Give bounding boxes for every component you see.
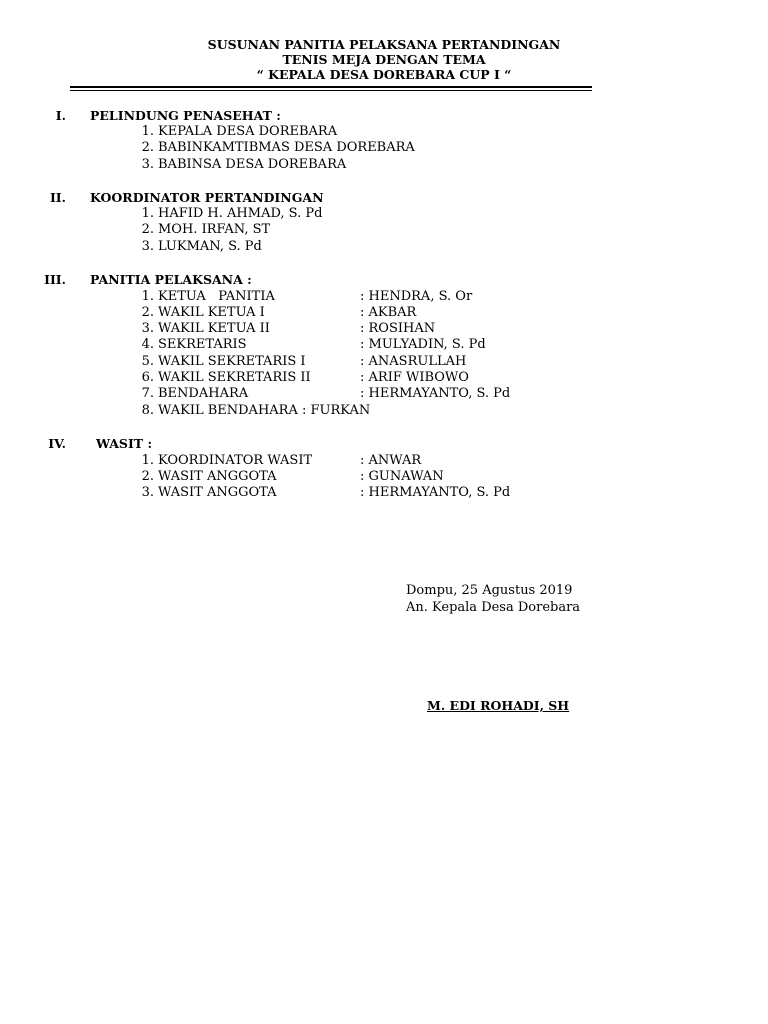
item-value: : AKBAR — [360, 305, 417, 320]
item-number: 2. — [141, 222, 154, 237]
item-number: 5. — [141, 354, 154, 369]
section-title: WASIT : — [96, 436, 153, 451]
item-number: 3. — [141, 239, 154, 254]
item-text: KOORDINATOR WASIT — [158, 453, 313, 468]
section-number: III. — [44, 272, 66, 287]
item-number: 3. — [141, 485, 154, 500]
item-text: BABINKAMTIBMAS DESA DOREBARA — [158, 140, 415, 155]
signatory-name: M. EDI ROHADI, SH — [427, 698, 570, 713]
item-text: WAKIL BENDAHARA : FURKAN — [158, 403, 371, 418]
item-number: 2. — [141, 469, 154, 484]
section-number: II. — [49, 190, 66, 205]
item-text: HAFID H. AHMAD, S. Pd — [158, 206, 323, 221]
item-value: : HERMAYANTO, S. Pd — [360, 485, 511, 500]
item-number: 3. — [141, 321, 154, 336]
section-number: I. — [55, 108, 66, 123]
item-text: WAKIL SEKRETARIS II — [158, 370, 311, 385]
title-line-1: SUSUNAN PANITIA PELAKSANA PERTANDINGAN — [207, 37, 561, 52]
item-text: BENDAHARA — [158, 386, 249, 401]
item-value: : ANASRULLAH — [360, 354, 467, 369]
item-text: WASIT ANGGOTA — [158, 485, 277, 500]
place-date: Dompu, 25 Agustus 2019 — [406, 583, 573, 598]
item-number: 1. — [141, 206, 154, 221]
item-value: : MULYADIN, S. Pd — [360, 337, 486, 352]
item-number: 6. — [141, 370, 154, 385]
item-number: 8. — [141, 403, 154, 418]
item-text: KETUA PANITIA — [158, 289, 275, 304]
item-number: 2. — [141, 140, 154, 155]
item-text: WAKIL KETUA I — [158, 305, 265, 320]
item-text: WAKIL KETUA II — [158, 321, 270, 336]
item-value: : HERMAYANTO, S. Pd — [360, 386, 511, 401]
item-value: : ROSIHAN — [360, 321, 436, 336]
item-text: BABINSA DESA DOREBARA — [158, 157, 347, 172]
item-value: : ANWAR — [360, 453, 422, 468]
item-number: 2. — [141, 305, 154, 320]
title-divider-thick — [70, 86, 592, 88]
title-line-2: TENIS MEJA DENGAN TEMA — [282, 52, 486, 67]
item-number: 3. — [141, 157, 154, 172]
item-text: WAKIL SEKRETARIS I — [158, 354, 306, 369]
section-title: KOORDINATOR PERTANDINGAN — [90, 190, 324, 205]
title-line-3: “ KEPALA DESA DOREBARA CUP I “ — [256, 67, 512, 82]
document-title — [0, 37, 768, 82]
section-title: PANITIA PELAKSANA : — [90, 272, 252, 287]
item-text: MOH. IRFAN, ST — [158, 222, 271, 237]
item-text: SEKRETARIS — [158, 337, 247, 352]
item-value: : ARIF WIBOWO — [360, 370, 469, 385]
item-number: 1. — [141, 289, 154, 304]
item-number: 1. — [141, 124, 154, 139]
item-text: LUKMAN, S. Pd — [158, 239, 262, 254]
section-number: IV. — [48, 436, 66, 451]
item-number: 1. — [141, 453, 154, 468]
item-number: 4. — [141, 337, 154, 352]
item-text: WASIT ANGGOTA — [158, 469, 277, 484]
item-text: KEPALA DESA DOREBARA — [158, 124, 338, 139]
item-number: 7. — [141, 386, 154, 401]
section-title: PELINDUNG PENASEHAT : — [90, 108, 281, 123]
on-behalf-line: An. Kepala Desa Dorebara — [406, 600, 581, 615]
item-value: : GUNAWAN — [360, 469, 444, 484]
title-divider-thin — [70, 90, 592, 91]
item-value: : HENDRA, S. Or — [360, 289, 473, 304]
